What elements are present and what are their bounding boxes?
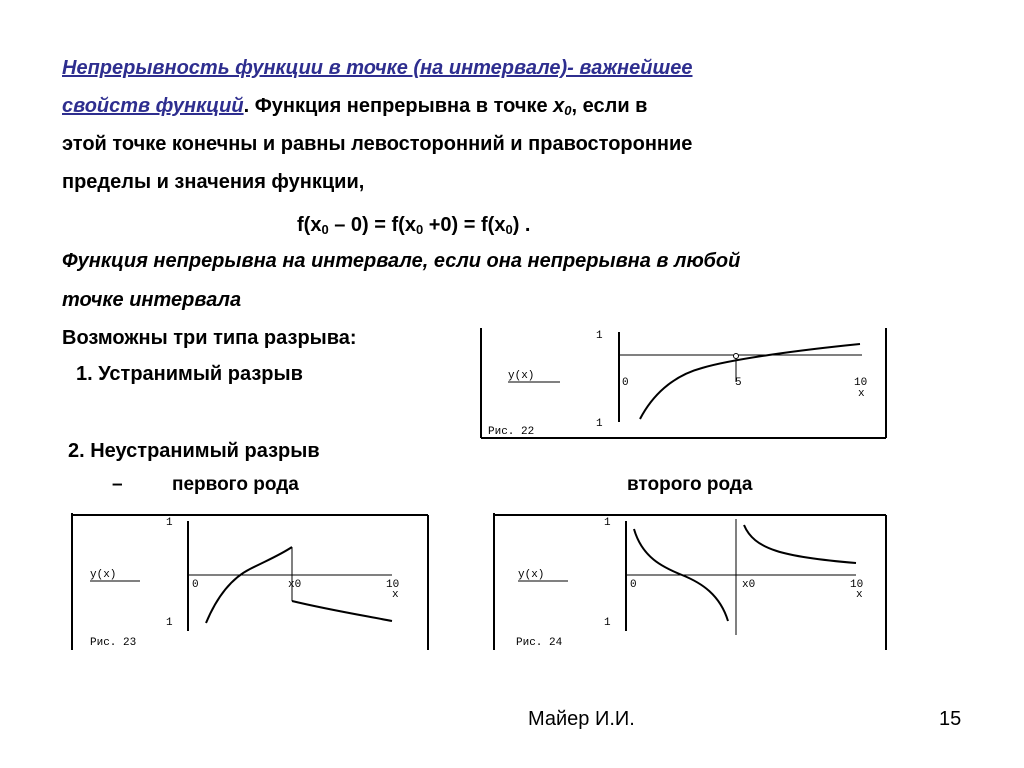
definition-text-2: . Функция непрерывна в точке	[243, 95, 554, 117]
author: Майер И.И.	[528, 708, 635, 730]
y-axis-label: y(x)	[518, 569, 545, 581]
y-bottom-label: 1	[166, 617, 173, 629]
x-end-label: 10	[850, 579, 864, 591]
figure-caption: Рис. 24	[516, 637, 563, 649]
right-branch	[292, 601, 392, 621]
interval-definition-line-1: Функция непрерывна на интервале, если она непрерывна в любой	[62, 250, 741, 272]
figure-second-kind-discontinuity	[492, 511, 890, 651]
x-variable: x	[553, 95, 565, 117]
figure-caption: Рис. 23	[90, 637, 137, 649]
right-branch	[744, 525, 856, 563]
x-zero-label: 0	[630, 579, 637, 591]
definition-link-2[interactable]: свойств функций	[62, 95, 244, 117]
x-mark-label: x0	[742, 579, 756, 591]
formula-part-3: +0) = f(x	[423, 214, 506, 236]
x-zero-label: 0	[192, 579, 199, 591]
x-subscript: 0	[564, 103, 572, 118]
definition-line-2	[62, 93, 647, 119]
formula-part-1: f(x	[297, 214, 322, 236]
subtype-dash: –	[112, 474, 123, 495]
definition-line-1	[62, 55, 693, 81]
y-top-label: 1	[604, 517, 611, 529]
x-name-label: x	[858, 388, 865, 400]
figure-removable-discontinuity	[480, 326, 890, 442]
figure-first-kind-discontinuity	[70, 511, 432, 651]
x-name-label: x	[856, 589, 863, 601]
type-nonremovable: 2. Неустранимый разрыв	[68, 440, 320, 462]
definition-line-4: пределы и значения функции,	[62, 171, 365, 193]
left-branch	[206, 547, 292, 623]
types-heading: Возможны три типа разрыва:	[62, 327, 357, 349]
y-axis-label: y(x)	[90, 569, 117, 581]
y-top-label: 1	[596, 330, 603, 342]
formula-sub-3: 0	[505, 222, 513, 237]
x-mark-label: x0	[288, 579, 302, 591]
x-zero-label: 0	[622, 377, 629, 389]
y-bottom-label: 1	[604, 617, 611, 629]
x-end-label: 10	[854, 377, 868, 389]
formula-part-2: – 0) = f(x	[328, 214, 416, 236]
formula-sub-1: 0	[321, 222, 329, 237]
x-end-label: 10	[386, 579, 400, 591]
subtype-second-kind: второго рода	[627, 474, 753, 495]
definition-text-2-end: , если в	[571, 95, 648, 117]
subtype-first-kind: первого рода	[172, 474, 299, 495]
x-name-label: x	[392, 589, 399, 601]
continuity-formula	[297, 212, 530, 238]
page-number: 15	[939, 708, 962, 730]
removable-point	[734, 354, 739, 359]
y-axis-label: y(x)	[508, 370, 535, 382]
figure-caption: Рис. 22	[488, 426, 535, 438]
interval-definition-line-2: точке интервала	[62, 289, 242, 311]
definition-link-1[interactable]: Непрерывность функции в точке (на интервале)- важнейшее	[62, 57, 693, 79]
y-top-label: 1	[166, 517, 173, 529]
definition-line-3: этой точке конечны и равны левосторонний и правосторонние	[62, 133, 693, 155]
type-removable: 1. Устранимый разрыв	[76, 363, 303, 385]
formula-sub-2: 0	[415, 222, 424, 237]
y-bottom-label: 1	[596, 418, 603, 430]
x-mark-label: 5	[735, 377, 742, 389]
formula-part-4: ) .	[512, 214, 531, 236]
